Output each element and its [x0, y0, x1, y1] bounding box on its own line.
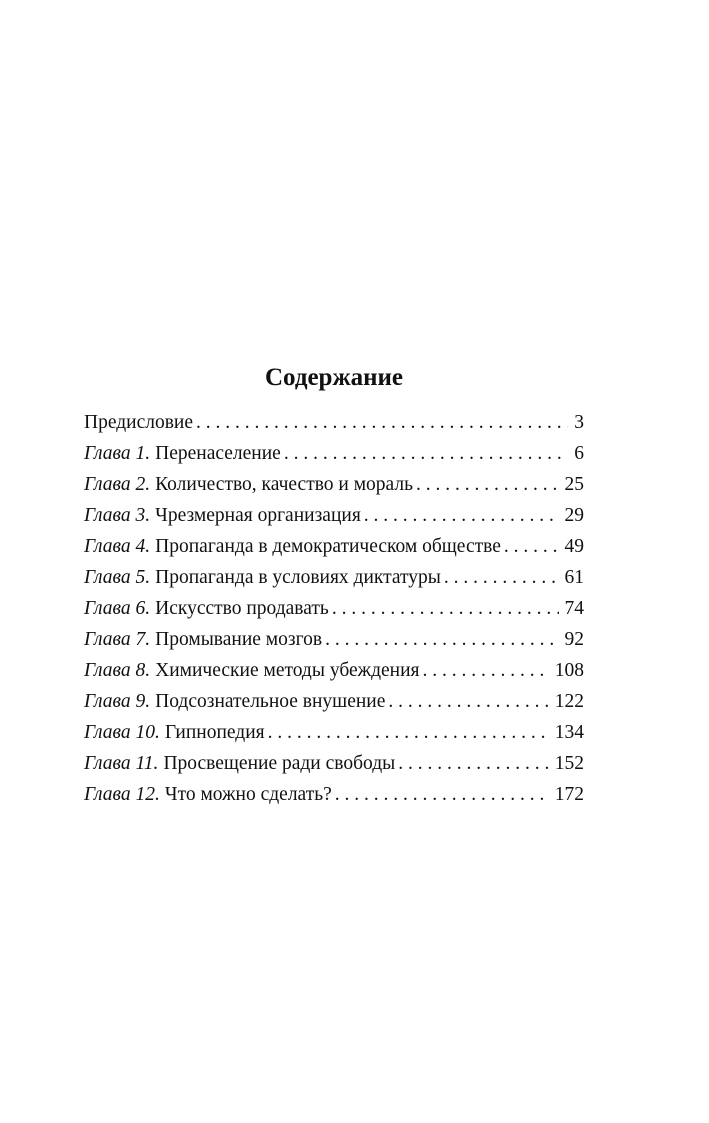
- entry-name: Пропаганда в демократическом обществе: [155, 536, 501, 557]
- chapter-number: Глава 7.: [84, 629, 151, 650]
- toc-entry-chapter-9[interactable]: [84, 686, 584, 717]
- dot-leader: [325, 624, 558, 655]
- toc-entry-chapter-12[interactable]: [84, 779, 584, 810]
- entry-page-number: 92: [564, 629, 584, 650]
- toc-entry-chapter-8[interactable]: [84, 655, 584, 686]
- entry-name: Химические методы убеждения: [155, 660, 420, 681]
- entry-page-number: 172: [554, 784, 584, 805]
- dot-leader: [423, 655, 549, 686]
- dot-leader: [398, 748, 549, 779]
- dot-leader: [335, 779, 549, 810]
- chapter-number: Глава 4.: [84, 536, 151, 557]
- entry-page-number: 25: [564, 474, 584, 495]
- entry-page-number: 49: [564, 536, 584, 557]
- chapter-number: Глава 3.: [84, 505, 151, 526]
- dot-leader: [268, 717, 549, 748]
- toc-entry-chapter-3[interactable]: [84, 500, 584, 531]
- toc-entry-chapter-6[interactable]: [84, 593, 584, 624]
- entry-page-number: 152: [554, 753, 584, 774]
- chapter-number: Глава 1.: [84, 443, 151, 464]
- chapter-number: Глава 9.: [84, 691, 151, 712]
- entry-name: Пропаганда в условиях диктатуры: [155, 567, 441, 588]
- toc-entry-chapter-1[interactable]: [84, 438, 584, 469]
- entry-name: Перенаселение: [155, 443, 281, 464]
- entry-name: Просвещение ради свободы: [163, 753, 396, 774]
- entry-page-number: 134: [554, 722, 584, 743]
- entry-name: Промывание мозгов: [155, 629, 323, 650]
- entry-name: Что можно сделать?: [164, 784, 332, 805]
- toc-entry-chapter-5[interactable]: [84, 562, 584, 593]
- chapter-number: Глава 6.: [84, 598, 151, 619]
- entry-name: Гипнопедия: [164, 722, 265, 743]
- chapter-number: Глава 2.: [84, 474, 151, 495]
- toc-entry-chapter-4[interactable]: [84, 531, 584, 562]
- dot-leader: [444, 562, 559, 593]
- dot-leader: [196, 407, 568, 438]
- dot-leader: [416, 469, 558, 500]
- chapter-number: Глава 5.: [84, 567, 151, 588]
- toc-entry-chapter-11[interactable]: [84, 748, 584, 779]
- dot-leader: [388, 686, 548, 717]
- dot-leader: [332, 593, 559, 624]
- entry-page-number: 3: [574, 412, 584, 433]
- entry-page-number: 61: [564, 567, 584, 588]
- entry-name: Искусство продавать: [155, 598, 329, 619]
- entry-name: Чрезмерная организация: [155, 505, 361, 526]
- entry-name: Подсознательное внушение: [155, 691, 386, 712]
- chapter-number: Глава 11.: [84, 753, 159, 774]
- entry-page-number: 29: [564, 505, 584, 526]
- chapter-number: Глава 12.: [84, 784, 160, 805]
- entry-page-number: 74: [564, 598, 584, 619]
- chapter-number: Глава 10.: [84, 722, 160, 743]
- entry-page-number: 108: [554, 660, 584, 681]
- dot-leader: [284, 438, 568, 469]
- dot-leader: [364, 500, 559, 531]
- toc-title: Содержание: [264, 364, 403, 391]
- chapter-number: Глава 8.: [84, 660, 151, 681]
- toc-entry-preface[interactable]: [84, 407, 584, 438]
- toc-entry-chapter-10[interactable]: [84, 717, 584, 748]
- dot-leader: [504, 531, 559, 562]
- entry-name: Предисловие: [84, 412, 194, 433]
- entry-page-number: 6: [574, 443, 584, 464]
- entry-name: Количество, качество и мораль: [155, 474, 414, 495]
- table-of-contents: [84, 407, 584, 810]
- toc-entry-chapter-2[interactable]: [84, 469, 584, 500]
- toc-entry-chapter-7[interactable]: [84, 624, 584, 655]
- entry-page-number: 122: [554, 691, 584, 712]
